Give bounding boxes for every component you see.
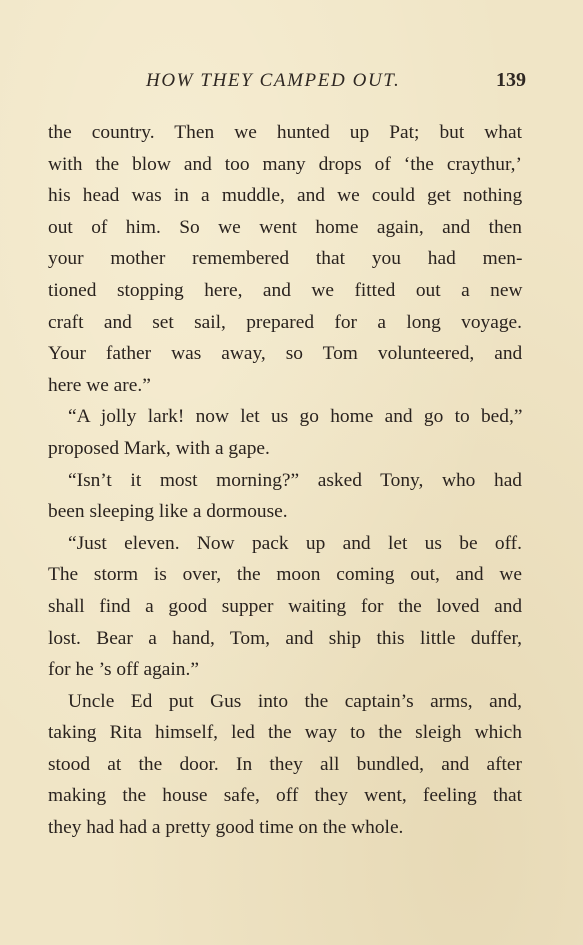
page-number: 139: [496, 69, 526, 91]
text-line: taking Rita himself, led the way to the sleigh which: [48, 722, 522, 744]
text-line: been sleeping like a dormouse.: [48, 501, 288, 523]
text-line: shall find a good supper waiting for the loved and: [48, 595, 523, 617]
running-head: [48, 70, 526, 94]
text-line: “A jolly lark! now let us go home and go to bed,”: [68, 406, 523, 428]
text-line: your mother remembered that you had men-: [48, 248, 523, 270]
paragraph-3: [48, 465, 522, 528]
text-line: stood at the door. In they all bundled, and after: [48, 753, 522, 775]
paragraph-5: [48, 686, 522, 844]
text-line: The storm is over, the moon coming out, and we: [48, 564, 522, 586]
text-line: they had had a pretty good time on the whole.: [48, 817, 404, 839]
text-line: out of him. So we went home again, and then: [48, 216, 522, 238]
text-line: the country. Then we hunted up Pat; but what: [48, 122, 522, 143]
paragraph-2: [48, 401, 522, 464]
text-line: craft and set sail, prepared for a long voyage.: [48, 311, 522, 333]
body-text: [48, 117, 522, 844]
running-title: HOW THEY CAMPED OUT.: [146, 70, 401, 91]
text-line: with the blow and too many drops of ‘the craythur,’: [48, 153, 522, 175]
text-line: here we are.”: [48, 374, 151, 396]
text-line: tioned stopping here, and we fitted out a new: [48, 279, 523, 301]
text-line: “Isn’t it most morning?” asked Tony, who had: [68, 469, 522, 491]
text-line: proposed Mark, with a gape.: [48, 437, 270, 459]
text-line: lost. Bear a hand, Tom, and ship this little duffer,: [48, 627, 522, 649]
text-line: making the house safe, off they went, feeling that: [48, 785, 523, 807]
text-line: Your father was away, so Tom volunteered, and: [48, 343, 523, 365]
text-line: “Just eleven. Now pack up and let us be off.: [68, 532, 522, 554]
paragraph-4: [48, 528, 522, 686]
text-line: Uncle Ed put Gus into the captain’s arms, and,: [68, 690, 522, 712]
text-line: for he ’s off again.”: [48, 659, 199, 681]
text-line: his head was in a muddle, and we could get nothing: [48, 185, 523, 207]
paragraph-1: [48, 117, 522, 401]
